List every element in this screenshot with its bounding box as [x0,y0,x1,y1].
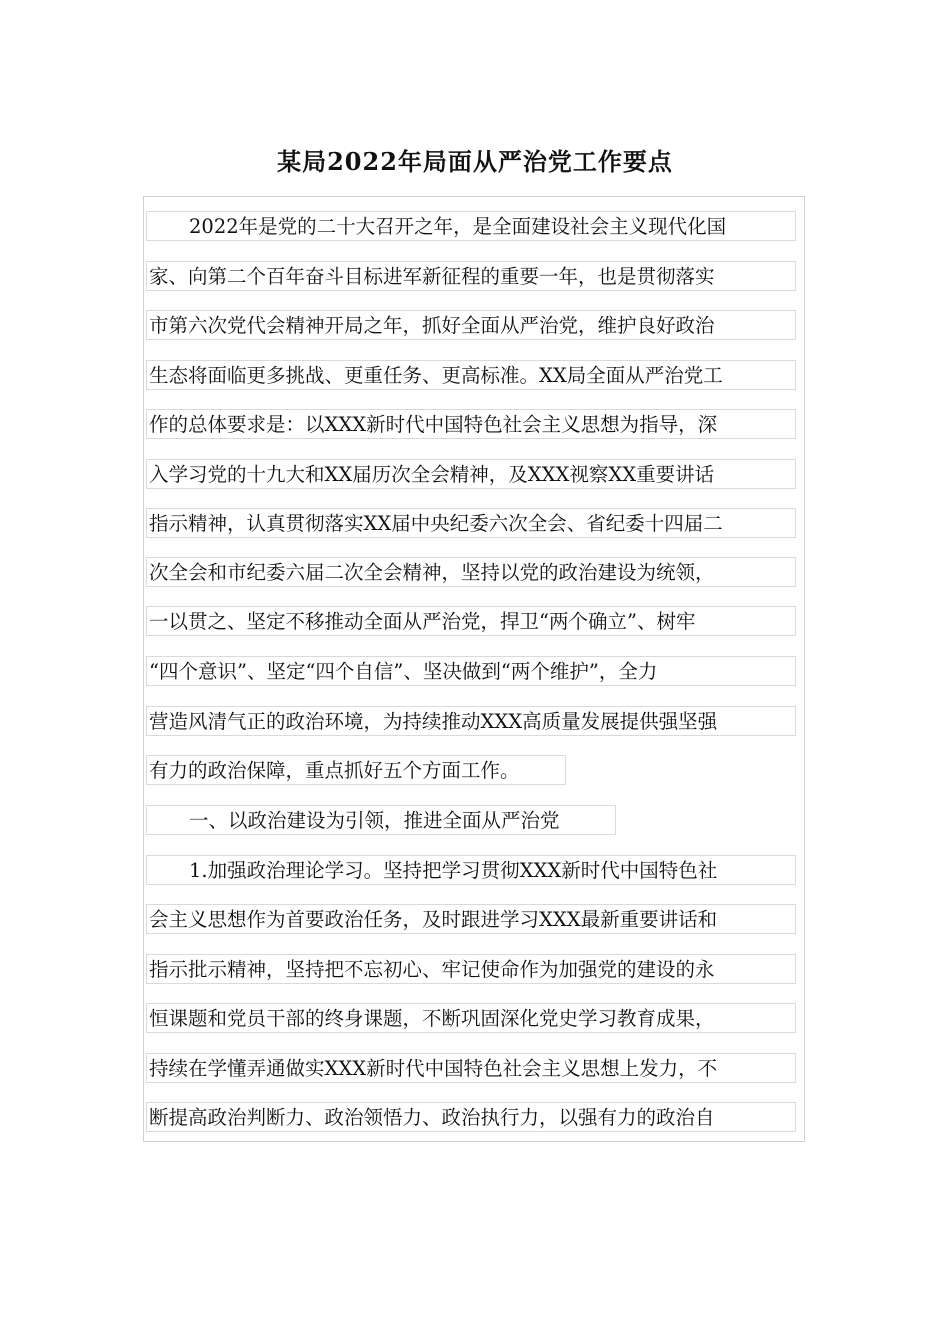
paragraph-line: 1.加强政治理论学习。坚持把学习贯彻XXX新时代中国特色社 [146,855,796,885]
paragraph-line: 家、向第二个百年奋斗目标进军新征程的重要一年，也是贯彻落实 [146,261,796,291]
paragraph-line: 断提高政治判断力、政治领悟力、政治执行力，以强有力的政治自 [146,1102,796,1132]
paragraph-line: 作的总体要求是：以XXX新时代中国特色社会主义思想为指导，深 [146,409,796,439]
paragraph-line: 一以贯之、坚定不移推动全面从严治党，捍卫“两个确立”、树牢 [146,606,796,636]
document-title: 某局2022年局面从严治党工作要点 [277,147,673,176]
paragraph-line: 市第六次党代会精神开局之年，抓好全面从严治党，维护良好政治 [146,310,796,340]
paragraph-line: 持续在学懂弄通做实XXX新时代中国特色社会主义思想上发力，不 [146,1053,796,1083]
paragraph-line: 恒课题和党员干部的终身课题，不断巩固深化党史学习教育成果， [146,1003,796,1033]
paragraph-line: 指示精神，认真贯彻落实XX届中央纪委六次全会、省纪委十四届二 [146,508,796,538]
paragraph-line: 入学习党的十九大和XX届历次全会精神，及XXX视察XX重要讲话 [146,459,796,489]
paragraph-line: 有力的政治保障，重点抓好五个方面工作。 [146,755,566,785]
paragraph-line: 生态将面临更多挑战、更重任务、更高标准。XX局全面从严治党工 [146,360,796,390]
section-heading: 一、以政治建设为引领，推进全面从严治党 [146,805,616,835]
paragraph-line: 指示批示精神，坚持把不忘初心、牢记使命作为加强党的建设的永 [146,954,796,984]
paragraph-line: 营造风清气正的政治环境，为持续推动XXX高质量发展提供强坚强 [146,706,796,736]
paragraph-line: 2022年是党的二十大召开之年，是全面建设社会主义现代化国 [146,211,796,241]
paragraph-line: “四个意识”、坚定“四个自信”、坚决做到“两个维护”，全力 [146,656,796,686]
paragraph-line: 会主义思想作为首要政治任务，及时跟进学习XXX最新重要讲话和 [146,904,796,934]
paragraph-line: 次全会和市纪委六届二次全会精神，坚持以党的政治建设为统领， [146,557,796,587]
